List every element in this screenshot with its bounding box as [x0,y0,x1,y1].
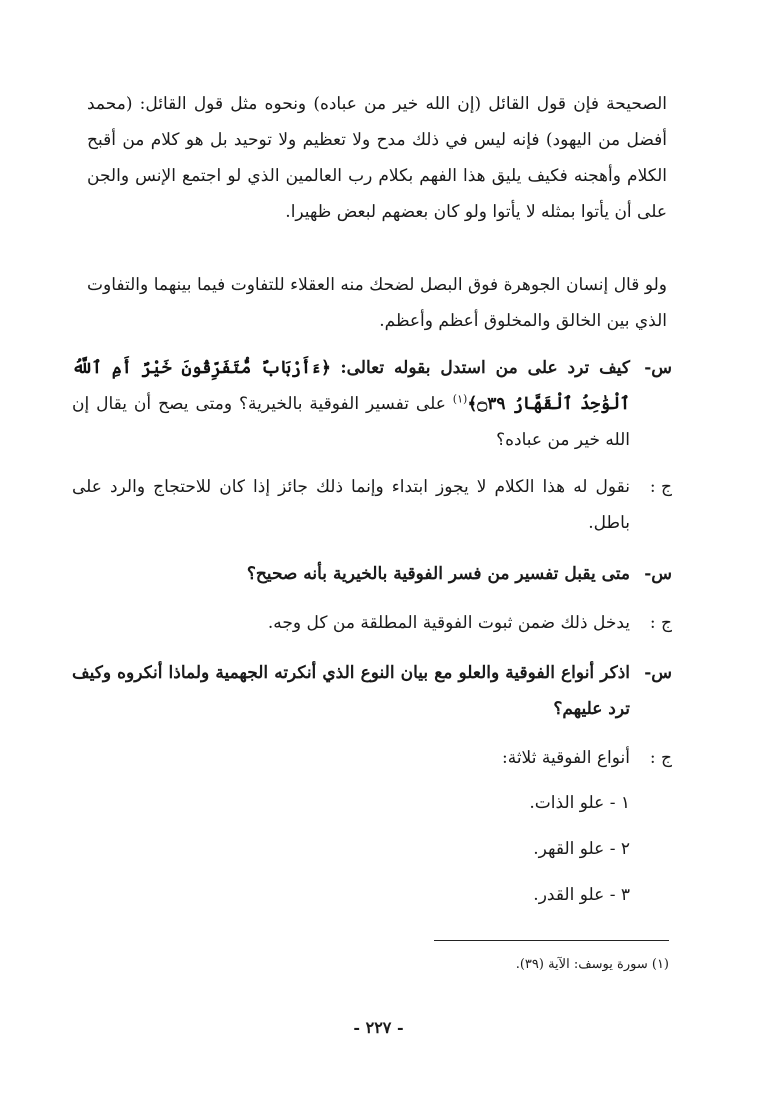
paragraph-comparison [87,267,667,339]
answer-body: أنواع الفوقية ثلاثة: [501,748,630,768]
answer-marker: ج : [649,613,672,633]
question-1 [72,350,672,458]
paragraph-text: الصحيحة فإن قول القائل (إن الله خير من عباده) ونحوه مثل قول القائل: (محمد أفضل من اليهود) فإنه ليس في ذلك مدح ولا تعظيم ولا توحيد بل هو كلام من أقبح الكلام وأهجنه فكيف يليق هذا الفهم بكلام رب العالمين الذي لو اجتمع الإنس والجن على أن يأتوا بمثله لا يأتوا ولو كان بعضهم لبعض ظهيرا. [87,94,667,222]
page-number: - ٢٢٧ - [353,1018,404,1037]
question-marker: س- [644,663,672,683]
answer-1 [72,469,672,541]
answer-marker: ج : [649,748,672,768]
list-item: ٣ - علو القدر. [533,885,630,905]
types-list [529,780,630,918]
footnote-divider [434,940,669,941]
quran-verse: ﴿ءَأَرْبَابٌ مُّتَفَرِّقُونَ خَيْرٌ أَمِ ٱللَّهُ ٱلْوَٰحِدُ ٱلْقَهَّارُ ۝٣٩﴾ [72,358,630,414]
answer-2 [72,605,672,641]
footnote: (١) سورة يوسف: الآية (٣٩). [515,957,669,972]
answer-marker: ج : [649,477,672,497]
paragraph-text: ولو قال إنسان الجوهرة فوق البصل لضحك منه العقلاء للتفاوت فيما بينهما والتفاوت الذي بين الخالق والمخلوق أعظم وأعظم. [87,275,667,331]
question-body: اذكر أنواع الفوقية والعلو مع بيان النوع الذي أنكرته الجهمية ولماذا أنكروه وكيف ترد عليهم؟ [72,663,630,719]
question-intro: كيف ترد على من استدل بقوله تعالى: [340,358,630,378]
question-marker: س- [644,564,672,584]
paragraph-continuation [87,86,667,230]
question-marker: س- [644,358,672,378]
answer-body: نقول له هذا الكلام لا يجوز ابتداء وإنما ذلك جائز إذا كان للاحتجاج والرد على باطل. [72,477,630,533]
question-rest: على تفسير الفوقية بالخيرية؟ ومتى يصح أن يقال إن الله خير من عباده؟ [72,394,630,450]
list-item: ٢ - علو القهر. [533,839,630,859]
question-2 [72,556,672,592]
question-body [72,350,630,458]
question-body: متى يقبل تفسير من فسر الفوقية بالخيرية بأنه صحيح؟ [246,564,630,584]
answer-3 [72,740,672,776]
answer-body: يدخل ذلك ضمن ثبوت الفوقية المطلقة من كل وجه. [267,613,630,633]
footnote-ref: (١) [452,392,468,406]
list-item: ١ - علو الذات. [529,793,630,813]
question-3 [72,655,672,727]
